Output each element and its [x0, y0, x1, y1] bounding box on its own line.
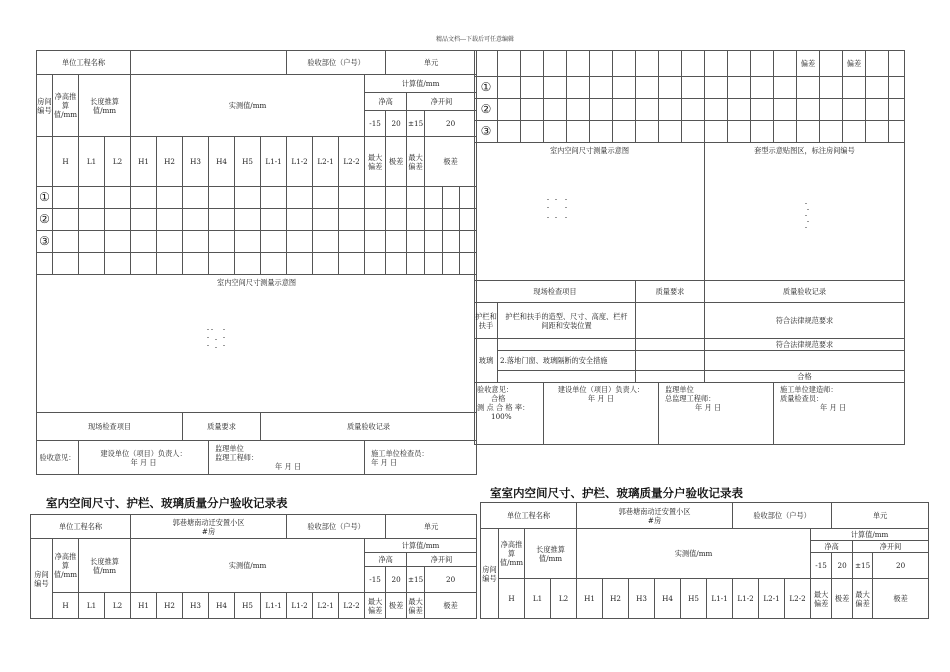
unit-project-name-label: 单位工程名称	[31, 515, 131, 539]
header-note: 精品文档---下载后可任意编辑	[435, 36, 515, 43]
site-check-item: 现场检查项目	[475, 281, 636, 303]
col-max-dev: 最大偏差	[811, 579, 832, 619]
supervisor-unit: 监理单位	[215, 444, 244, 453]
floor-plan-thumbnail	[205, 327, 231, 353]
attach-area	[705, 143, 905, 281]
bottom-left-form	[30, 514, 477, 619]
col-l1-1: L1-1	[261, 137, 287, 187]
col-h1: H1	[131, 137, 157, 187]
row-label: ②	[475, 99, 498, 121]
quality-req: 质量要求	[636, 281, 705, 303]
tol-20b: 20	[873, 553, 929, 579]
net-height-calc-header: 净高推算值/mm	[499, 529, 525, 579]
builder-sign-block	[544, 383, 659, 445]
builder-label: 建设单位（项目）负责人：	[100, 448, 187, 458]
bottom-right-form	[480, 502, 929, 619]
diagram-caption: 室内空间尺寸测量示意图	[217, 278, 297, 287]
col-range-2: 极差	[425, 593, 477, 619]
calc-value-header: 计算值/mm	[365, 75, 477, 93]
col-h5: H5	[235, 593, 261, 619]
project-name: 郭巷塘南动迁安置小区	[618, 506, 691, 516]
project-value	[131, 515, 287, 539]
floor-plan-thumbnail	[545, 197, 571, 223]
tol-20: 20	[386, 567, 407, 593]
col-h3: H3	[183, 137, 209, 187]
contractor-builder: 施工单位建造师：	[780, 385, 838, 394]
tol-neg15: -15	[811, 553, 832, 579]
col-max-dev: 最大偏差	[365, 137, 386, 187]
col-range: 极差	[832, 579, 853, 619]
project-name: 郭巷塘南动迁安置小区	[172, 517, 245, 527]
opinion-label: 验收意见：	[37, 441, 79, 475]
measured-header: 实测值/mm	[577, 529, 811, 579]
col-l1-2: L1-2	[287, 137, 313, 187]
building-no: #房	[201, 526, 216, 536]
net-height-header: 净高	[811, 541, 853, 553]
rate-label: 测 点 合 格 率：	[477, 403, 530, 412]
glass-item: 2.落地门窗、玻璃隔断的安全措施	[498, 351, 636, 371]
col-h1: H1	[577, 579, 603, 619]
col-l1-2: L1-2	[287, 593, 313, 619]
supervisor-engineer: 监理工程师：	[215, 453, 259, 462]
unit-label: 单元	[386, 515, 477, 539]
col-h: H	[499, 579, 525, 619]
col-h: H	[53, 593, 79, 619]
col-range: 极差	[386, 593, 407, 619]
net-height-calc-header: 净高推算值/mm	[53, 539, 79, 593]
rate-value: 100%	[491, 412, 512, 421]
col-max-dev-2: 最大偏差	[853, 579, 873, 619]
bottom-left-title: 室内空间尺寸、护栏、玻璃质量分户验收记录表	[46, 496, 288, 510]
col-l2: L2	[105, 137, 131, 187]
room-no-header: 房间编号	[481, 529, 499, 619]
opinion-label: 验收意见：	[477, 385, 513, 394]
room-no-header: 房间编号	[31, 539, 53, 619]
col-h5: H5	[235, 137, 261, 187]
col-max-dev-2: 最大偏差	[407, 137, 425, 187]
net-height-header: 净高	[365, 553, 407, 567]
col-max-dev: 最大偏差	[365, 593, 386, 619]
unit-project-name-label: 单位工程名称	[37, 51, 131, 75]
col-h2: H2	[157, 137, 183, 187]
tol-20: 20	[832, 553, 853, 579]
col-h5: H5	[681, 579, 707, 619]
net-height-header: 净高	[365, 93, 407, 111]
supervisor-date: 年 月 日	[275, 462, 302, 471]
col-h4: H4	[209, 137, 235, 187]
col-l2-1: L2-1	[759, 579, 785, 619]
unit-project-name-label: 单位工程名称	[481, 503, 577, 529]
supervisor-date: 年 月 日	[695, 403, 722, 412]
railing-item: 护栏和扶手的造型、尺寸、高度、栏杆间距和安装位置	[498, 303, 636, 339]
builder-label: 建设单位（项目）负责人：	[557, 385, 645, 394]
building-no: #房	[647, 515, 662, 525]
row-label: ③	[37, 231, 53, 253]
deviation-header: 偏差	[797, 51, 820, 77]
tol-neg15: -15	[365, 567, 386, 593]
row-label: ①	[475, 77, 498, 99]
project-value	[577, 503, 733, 529]
calc-value-header: 计算值/mm	[811, 529, 929, 541]
inspection-part-label: 验收部位（户号）	[287, 515, 386, 539]
col-h2: H2	[157, 593, 183, 619]
unit-project-name-value	[131, 51, 287, 75]
calc-value-header: 计算值/mm	[365, 539, 477, 553]
col-h4: H4	[655, 579, 681, 619]
glass-result: 符合法律规范要求	[705, 339, 905, 351]
quality-record: 质量验收记录	[261, 413, 477, 441]
room-no-cell	[37, 137, 53, 187]
diagram-caption: 室内空间尺寸测量示意图	[549, 146, 630, 155]
contractor-label: 施工单位检查员：	[371, 448, 429, 458]
col-l2-1: L2-1	[313, 593, 339, 619]
row-label: ③	[475, 121, 498, 143]
col-h: H	[53, 137, 79, 187]
supervisor-sign-block	[659, 383, 774, 445]
builder-sign-block	[79, 441, 209, 475]
builder-date: 年 月 日	[587, 394, 615, 403]
col-l2: L2	[105, 593, 131, 619]
contractor-sign-block	[774, 383, 905, 445]
diagram-area	[37, 275, 477, 413]
chief-supervisor: 总监理工程师：	[665, 394, 716, 403]
tol-pm15: ±15	[407, 567, 425, 593]
room-no-header: 房间编号	[37, 75, 53, 137]
quality-record: 质量验收记录	[705, 281, 905, 303]
inspection-part-label: 验收部位（户号）	[287, 51, 386, 75]
measured-header: 实测值/mm	[131, 539, 365, 593]
length-calc-header: 长度推算值/mm	[525, 529, 577, 579]
col-range-2: 极差	[873, 579, 929, 619]
railing-category: 护栏和扶手	[475, 303, 498, 339]
measured-header: 实测值/mm	[131, 75, 365, 137]
glass-category: 玻璃	[475, 339, 498, 383]
col-max-dev-2: 最大偏差	[407, 593, 425, 619]
row-label: ②	[37, 209, 53, 231]
diagram-area	[475, 143, 705, 281]
left-top-form	[36, 50, 477, 475]
tol-neg15: -15	[365, 111, 386, 137]
col-h3: H3	[629, 579, 655, 619]
col-h4: H4	[209, 593, 235, 619]
col-h3: H3	[183, 593, 209, 619]
net-width-header: 净开间	[407, 553, 477, 567]
col-range-2: 极差	[425, 137, 477, 187]
tol-20b: 20	[425, 111, 477, 137]
quality-inspector: 质量检查员：	[780, 394, 824, 403]
contractor-date: 年 月 日	[820, 403, 847, 412]
col-range: 极差	[386, 137, 407, 187]
length-calc-header: 长度推算值/mm	[79, 539, 131, 593]
unit-plan-thumbnail	[801, 203, 827, 229]
col-l2-2: L2-2	[339, 137, 365, 187]
tol-pm15: ±15	[853, 553, 873, 579]
col-l1: L1	[79, 137, 105, 187]
col-l2-2: L2-2	[339, 593, 365, 619]
col-h1: H1	[131, 593, 157, 619]
contractor-date: 年 月 日	[371, 457, 398, 467]
pass-label: 合格	[705, 371, 905, 383]
net-width-header: 净开间	[853, 541, 929, 553]
length-calc-header: 长度推算值/mm	[79, 75, 131, 137]
builder-date: 年 月 日	[130, 457, 157, 467]
contractor-sign-block	[365, 441, 477, 475]
row-label: ①	[37, 187, 53, 209]
net-width-header: 净开间	[407, 93, 477, 111]
tol-20b: 20	[425, 567, 477, 593]
inspection-part-label: 验收部位（户号）	[733, 503, 832, 529]
col-l1-2: L1-2	[733, 579, 759, 619]
bottom-right-title: 室室内空间尺寸、护栏、玻璃质量分户验收记录表	[490, 486, 743, 500]
site-check-item: 现场检查项目	[37, 413, 183, 441]
opinion-pass: 合格	[491, 394, 506, 403]
unit-label: 单元	[832, 503, 929, 529]
deviation-header-2: 偏差	[843, 51, 866, 77]
col-l1-1: L1-1	[261, 593, 287, 619]
unit-label: 单元	[386, 51, 477, 75]
col-l1-1: L1-1	[707, 579, 733, 619]
tol-20: 20	[386, 111, 407, 137]
col-l1: L1	[79, 593, 105, 619]
col-l1: L1	[525, 579, 551, 619]
tol-pm15: ±15	[407, 111, 425, 137]
col-l2-2: L2-2	[785, 579, 811, 619]
col-h2: H2	[603, 579, 629, 619]
opinion-block	[475, 383, 544, 445]
supervisor-unit: 监理单位	[665, 385, 694, 394]
supervisor-sign-block	[209, 441, 365, 475]
right-top-form	[474, 50, 905, 445]
net-height-calc-header: 净高推算值/mm	[53, 75, 79, 137]
col-l2-1: L2-1	[313, 137, 339, 187]
quality-req: 质量要求	[183, 413, 261, 441]
col-l2: L2	[551, 579, 577, 619]
railing-result: 符合法律规范要求	[705, 303, 905, 339]
attach-caption: 套型示意贴图区，标注房间编号	[754, 146, 855, 155]
